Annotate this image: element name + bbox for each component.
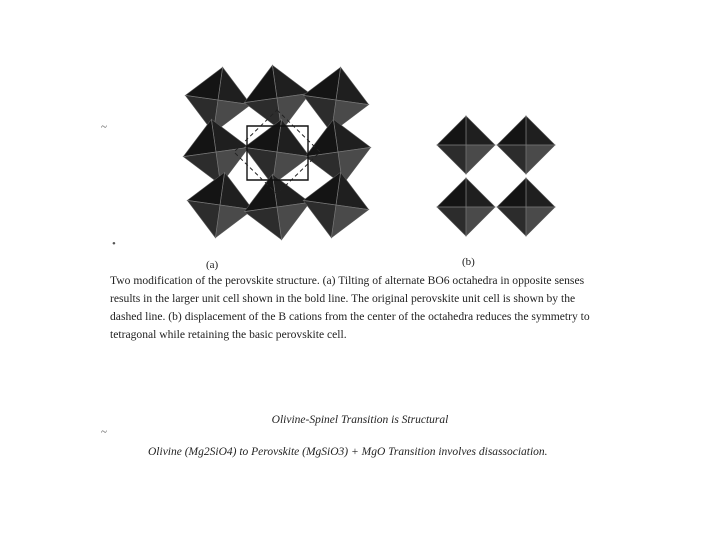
octahedron-shape bbox=[179, 115, 254, 190]
figure-caption bbox=[110, 272, 630, 344]
figure-label-a: (a) bbox=[206, 259, 219, 271]
octahedron-shape bbox=[497, 178, 555, 236]
octahedron-shape bbox=[183, 168, 258, 243]
octahedron-shape bbox=[437, 116, 495, 174]
octahedron-shape bbox=[497, 116, 555, 174]
octahedron-shape bbox=[299, 168, 374, 243]
octahedron-shape bbox=[240, 170, 315, 245]
margin-mark: ~ bbox=[101, 426, 107, 438]
displaced-octahedra-diagram-b bbox=[437, 116, 555, 236]
figure-label-b: (b) bbox=[462, 256, 475, 268]
caption-line: Two modification of the perovskite structure. (a) Tilting of alternate BO6 octahedra in opposite senses bbox=[110, 274, 585, 287]
caption-line: dashed line. (b) displacement of the B cations from the center of the octahedra reduces the symmetry to bbox=[110, 310, 590, 323]
caption-line: tetragonal while retaining the basic perovskite cell. bbox=[110, 328, 347, 341]
caption-line: results in the larger unit cell shown in the bold line. The original perovskite unit cell is shown by the bbox=[110, 292, 576, 305]
octahedron-shape bbox=[437, 178, 495, 236]
margin-mark: ~ bbox=[101, 121, 107, 133]
tilted-octahedra-diagram-a bbox=[179, 61, 376, 245]
transition-equation: Olivine (Mg2SiO4) to Perovskite (MgSiO3) + MgO Transition involves disassociation. bbox=[148, 446, 548, 458]
margin-dot: • bbox=[112, 238, 116, 250]
section-heading: Olivine-Spinel Transition is Structural bbox=[271, 414, 449, 426]
